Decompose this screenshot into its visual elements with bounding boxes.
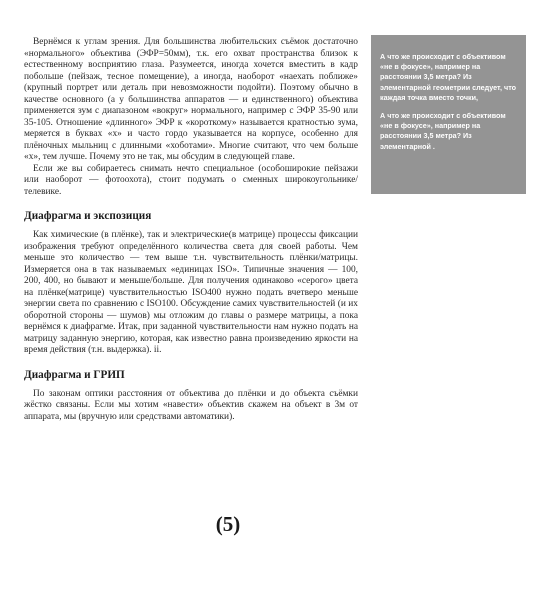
- main-text-column: [24, 37, 358, 423]
- sidebar-note-box: [371, 35, 526, 194]
- intro-paragraph-1: Вернёмся к углам зрения. Для большинства любительских съёмок достаточно «нормального» объектива (ЭФР=50мм), т.к. его охват пространства близок к естественному восприятию глаза. Разумеется, иногда хочется вместить в кадр побольше (пейзаж, тесное помещение), а иногда, наоборот «наехать поближе» (крупный портрет или деталь при невозможности подойти). Поэтому обычно в качестве основного (а у большинства аппаратов — и единственного) объектива применяется зум с диапазоном «вокруг» нормального, например с ЭФР 35-90 или 35-105. Отношение «длинного» ЭФР к «короткому» называется кратностью зума, меряется в буквах «х» и часто гордо указывается на корпусе, особенно для плёночных мыльниц с длинными «хоботами». Многие считают, что чем больше «х», тем лучше. Почему это не так, мы обсудим в следующей главе.: [24, 37, 358, 162]
- section-heading-aperture: Диафрагма и экспозиция: [24, 210, 152, 222]
- dof-paragraph: По законам оптики расстояния от объектива до плёнки и до объекта съёмки жёстко связаны. Если мы хотим «навести» объектив скажем на объект в 3м от аппарата, мы (вручную или средствами автоматики).: [24, 388, 358, 422]
- page-number: (5): [215, 512, 241, 536]
- sidebar-note-1: А что же происходит с объективом «не в фокусе», например на расстоянии 3,5 метра? Из элементарной геометрии следует, что каждая точка вместо точки,: [380, 52, 517, 102]
- aperture-paragraph: Как химические (в плёнке), так и электрические(в матрице) процессы фиксации изображения требуют определённого количества света для своей работы. Чем меньше это количество — тем выше т.н. чувствительность плёнки/матрицы. Измеряется она в так называемых «единицах ISO». Типичные значения — 100, 200, 400, но бывают и меньше/больше. Для получения одинаково «серого» цвета на плёнке(матрице) чувствительностью ISO400 нужно подать вчетверо меньше энергии света по сравнению с ISO100. Обсуждение самих чувствительностей (и их оборотной стороны — шумов) мы отложим до главы о размере матрицы, а пока вернёмся к диафрагме. Итак, при заданной чувствительности нам нужно подать на матрицу заданную энергию, которая, как известно равна произведению яркости на время действия (т.н. выдержка). ii.: [24, 230, 358, 355]
- section-heading-dof: Диафрагма и ГРИП: [24, 368, 125, 381]
- sidebar-note-2: А что же происходит с объективом «не в фокусе», например на расстоянии 3,5 метра? Из элементарной .: [380, 111, 506, 151]
- intro-paragraph-2: Если же вы собираетесь снимать нечто специальное (особоширокие пейзажи или наоборот — фотоохота), стоит подумать о сменных широкоугольнике/телевике.: [24, 163, 358, 197]
